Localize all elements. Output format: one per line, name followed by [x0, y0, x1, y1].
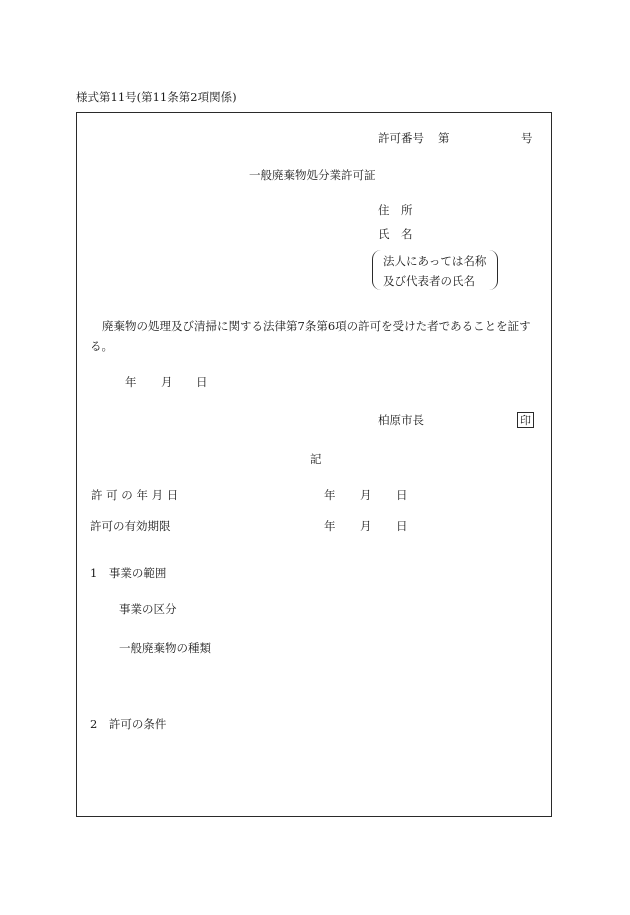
permit-number-label: 許可番号 [378, 131, 424, 145]
address-label: 住 所 [378, 203, 413, 217]
business-category: 事業の区分 [119, 602, 177, 616]
name-label: 氏 名 [378, 227, 413, 241]
permit-date-day: 日 [396, 488, 408, 502]
validity-label: 許可の有効期限 [90, 519, 171, 533]
permit-date-year: 年 [324, 488, 336, 502]
waste-type: 一般廃棄物の種類 [119, 641, 211, 655]
issue-date-month: 月 [161, 375, 173, 389]
issue-date-day: 日 [196, 375, 208, 389]
ki-label: 記 [310, 452, 322, 466]
issue-date-year: 年 [125, 375, 137, 389]
corporate-note-line1: 法人にあっては名称 [383, 254, 487, 268]
seal-box [517, 412, 534, 428]
certification-line2: る。 [90, 339, 113, 353]
form-label: 様式第11号(第11条第2項関係) [76, 90, 237, 104]
certificate-title: 一般廃棄物処分業許可証 [249, 168, 376, 182]
permit-number-dai: 第 [438, 131, 450, 145]
seal-mark: 印 [520, 414, 531, 427]
validity-month: 月 [360, 519, 372, 533]
permit-date-month: 月 [360, 488, 372, 502]
section1-heading: 1 事業の範囲 [90, 566, 167, 580]
issuer-name: 柏原市長 [378, 413, 424, 427]
permit-number-go: 号 [521, 131, 533, 145]
section2-heading: 2 許可の条件 [90, 717, 167, 731]
validity-day: 日 [396, 519, 408, 533]
corporate-note-line2: 及び代表者の氏名 [383, 274, 475, 288]
validity-year: 年 [324, 519, 336, 533]
permit-date-label: 許 可 の 年 月 日 [91, 488, 179, 502]
certification-line1: 廃棄物の処理及び清掃に関する法律第7条第6項の許可を受けた者であることを証す [102, 319, 531, 333]
